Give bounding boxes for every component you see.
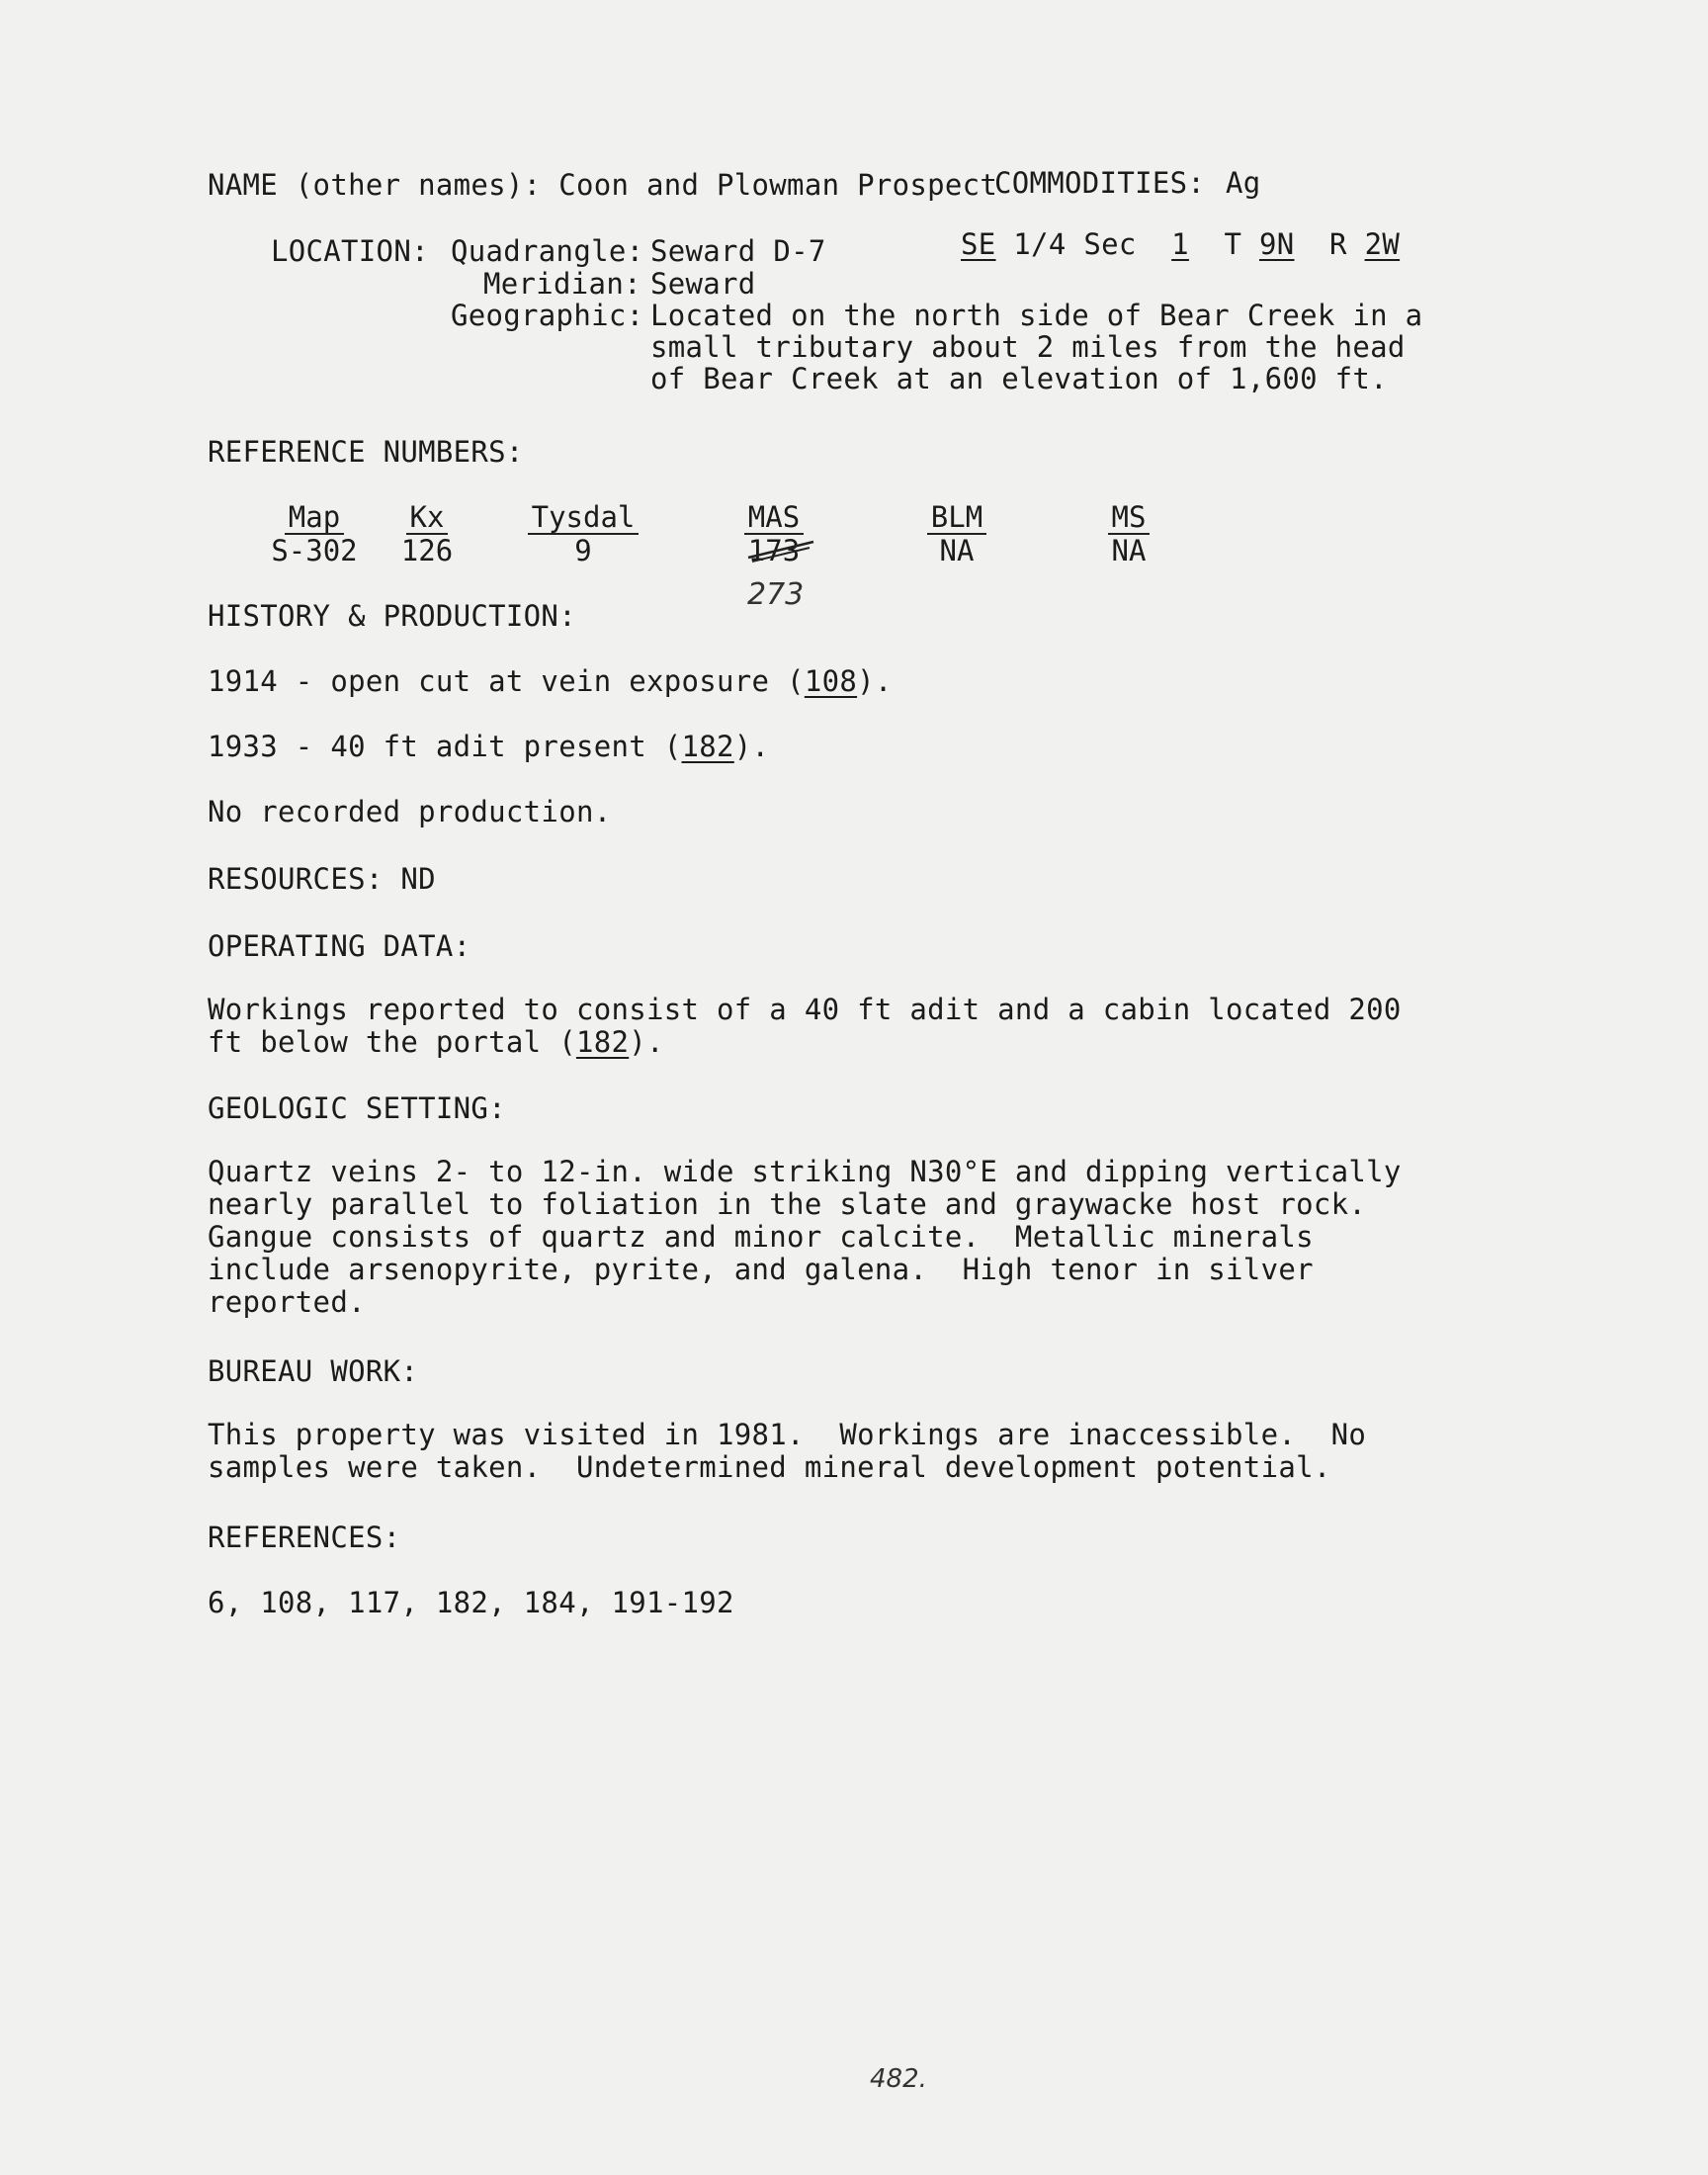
reference-citation: 108 — [804, 664, 858, 698]
geologic-line: Gangue consists of quartz and minor calcite. Metallic minerals — [208, 1220, 1314, 1254]
geologic-line: nearly parallel to foliation in the slate and graywacke host rock. — [208, 1187, 1367, 1221]
history-line: 1914 - open cut at vein exposure (108). — [208, 664, 893, 698]
resources-line: RESOURCES: ND — [208, 862, 436, 896]
production-line: No recorded production. — [208, 795, 612, 828]
geographic-label: Geographic: — [451, 299, 644, 332]
ref-col-mas — [729, 502, 818, 566]
bureau-line: This property was visited in 1981. Workings are inaccessible. No — [208, 1418, 1367, 1451]
ref-value-struck: 173 — [748, 536, 800, 566]
ref-header: MS — [1108, 502, 1151, 535]
quadrangle-label: Quadrangle: — [451, 234, 644, 268]
bureau-line: samples were taken. Undetermined mineral development potential. — [208, 1450, 1331, 1484]
ref-header: Map — [285, 502, 344, 535]
ref-header: MAS — [744, 502, 804, 535]
history-line: 1933 - 40 ft adit present (182). — [208, 730, 770, 763]
meridian-value: Seward — [650, 267, 756, 301]
township-value: 9N — [1258, 227, 1295, 261]
commodities-value: Ag — [1226, 166, 1261, 200]
ref-value: 9 — [574, 534, 592, 567]
ref-value: 126 — [400, 534, 454, 567]
reference-numbers-label: REFERENCE NUMBERS: — [208, 435, 524, 469]
reference-citation: 182 — [575, 1025, 630, 1059]
quarter-value: SE — [961, 227, 996, 261]
section-value: 1 — [1171, 227, 1189, 261]
ref-value: S-302 — [271, 534, 358, 567]
ref-header: Kx — [406, 502, 449, 535]
ref-value: NA — [1111, 534, 1147, 567]
operating-line: ft below the portal (182). — [208, 1025, 664, 1059]
ref-col-tysdal — [524, 502, 642, 566]
reference-citation: 182 — [681, 730, 734, 763]
geographic-line: of Bear Creek at an elevation of 1,600 ft. — [650, 362, 1388, 395]
location-label: LOCATION: — [271, 234, 429, 268]
ref-header: Tysdal — [528, 502, 640, 535]
township-range-line — [961, 227, 1400, 261]
geologic-line: Quartz veins 2- to 12-in. wide striking N30°E and dipping vertically — [208, 1155, 1402, 1188]
geologic-line: include arsenopyrite, pyrite, and galena. High tenor in silver — [208, 1253, 1314, 1286]
ref-col-ms — [1089, 502, 1168, 566]
operating-label: OPERATING DATA: — [208, 929, 471, 963]
ref-value: NA — [939, 534, 975, 567]
strikethrough-mark — [744, 536, 819, 566]
ref-col-map — [265, 502, 364, 566]
geologic-line: reported. — [208, 1285, 366, 1319]
quarter-suffix: 1/4 Sec — [1013, 227, 1137, 261]
bureau-label: BUREAU WORK: — [208, 1354, 419, 1388]
range-label: R — [1329, 227, 1347, 261]
ref-col-blm — [907, 502, 1006, 566]
history-label: HISTORY & PRODUCTION: — [208, 599, 576, 633]
township-label: T — [1224, 227, 1242, 261]
references-value: 6, 108, 117, 182, 184, 191-192 — [208, 1586, 734, 1619]
operating-line: Workings reported to consist of a 40 ft adit and a cabin located 200 — [208, 993, 1402, 1026]
geographic-line: small tributary about 2 miles from the head — [650, 330, 1406, 364]
geologic-label: GEOLOGIC SETTING: — [208, 1091, 506, 1125]
references-label: REFERENCES: — [208, 1521, 401, 1554]
page-number: 482. — [870, 2064, 927, 2094]
ref-col-kx — [387, 502, 467, 566]
name-line: NAME (other names): Coon and Plowman Prospect — [208, 168, 998, 202]
handwritten-mas-number: 273 — [747, 577, 805, 612]
geographic-line: Located on the north side of Bear Creek in a — [650, 299, 1423, 332]
commodities-label: COMMODITIES: — [994, 166, 1206, 200]
meridian-label: Meridian: — [483, 267, 641, 301]
quadrangle-value: Seward D-7 — [650, 234, 826, 268]
range-value: 2W — [1364, 227, 1401, 261]
ref-header: BLM — [927, 502, 986, 535]
